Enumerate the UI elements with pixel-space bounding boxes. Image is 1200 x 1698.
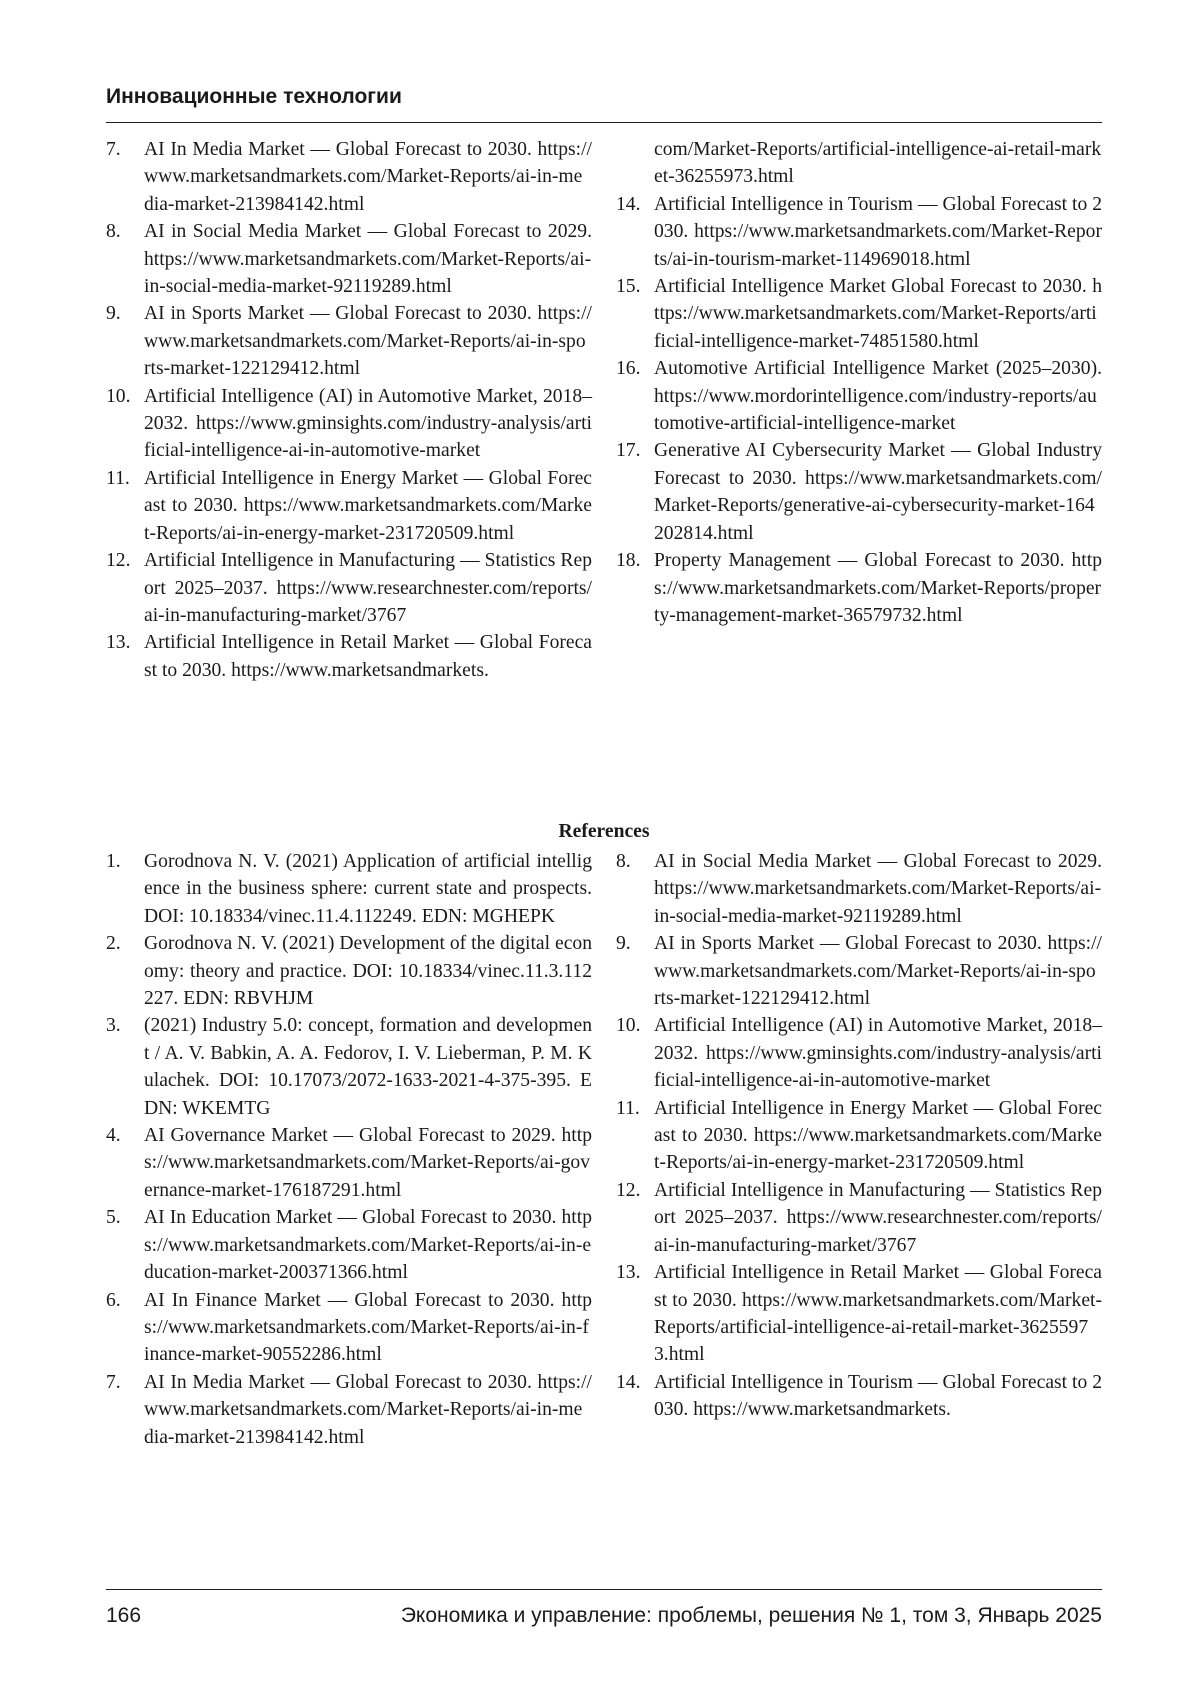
reference-text: AI In Media Market — Global Forecast to 2030. https://www.marketsandmarkets.com/Market-Reports/ai-in-media-market-213984142.html <box>144 1372 592 1448</box>
reference-item <box>616 437 1102 547</box>
top-left-column <box>106 136 592 684</box>
reference-text: AI in Sports Market — Global Forecast to 2030. https://www.marketsandmarkets.com/Market-Reports/ai-in-sports-market-122129412.html <box>144 303 592 379</box>
reference-item <box>106 629 592 684</box>
reference-text: AI In Media Market — Global Forecast to 2030. https://www.marketsandmarkets.com/Market-Reports/ai-in-media-market-213984142.html <box>144 139 592 215</box>
reference-number: 7. <box>106 136 121 163</box>
reference-text: AI In Finance Market — Global Forecast to 2030. https://www.marketsandmarkets.com/Market-Reports/ai-in-finance-market-90552286.html <box>144 1290 592 1366</box>
reference-number: 8. <box>616 848 631 875</box>
references-heading: References <box>106 818 1102 845</box>
page-number: 166 <box>106 1601 141 1631</box>
reference-text: Artificial Intelligence (AI) in Automotive Market, 2018–2032. https://www.gminsights.com/industry-analysis/artificial-intelligence-ai-in-automotive-market <box>144 386 592 462</box>
reference-number: 11. <box>616 1095 640 1122</box>
reference-item <box>616 1177 1102 1259</box>
references-columns <box>106 848 1102 1451</box>
reference-item <box>106 1204 592 1286</box>
reference-item <box>106 930 592 1012</box>
reference-item <box>106 848 592 930</box>
reference-text: Artificial Intelligence in Retail Market — Global Forecast to 2030. https://www.marketsandmarkets.com/Market-Reports/artificial-intelligence-ai-retail-market-36255973.html <box>654 1262 1102 1365</box>
reference-number: 2. <box>106 930 121 957</box>
references-right-column <box>616 848 1102 1451</box>
journal-title: Экономика и управление: проблемы, решения № 1, том 3, Январь 2025 <box>401 1601 1102 1631</box>
reference-number: 8. <box>106 218 121 245</box>
reference-number: 17. <box>616 437 641 464</box>
reference-text: Property Management — Global Forecast to 2030. https://www.marketsandmarkets.com/Market-Reports/property-management-market-36579732.html <box>654 550 1102 626</box>
reference-number: 15. <box>616 273 641 300</box>
reference-item <box>106 1369 592 1451</box>
reference-item <box>106 1287 592 1369</box>
reference-text: Artificial Intelligence in Tourism — Global Forecast to 2030. https://www.marketsandmarkets. <box>654 1372 1102 1420</box>
reference-number: 9. <box>616 930 631 957</box>
references-list-left <box>106 848 592 1451</box>
reference-item <box>106 1012 592 1122</box>
reference-number: 14. <box>616 1369 641 1396</box>
reference-item <box>106 383 592 465</box>
reference-text: Gorodnova N. V. (2021) Application of artificial intelligence in the business sphere: current state and prospects. DOI: 10.18334/vinec.11.4.112249. EDN: MGHEPK <box>144 851 592 927</box>
source-list-right <box>616 136 1102 629</box>
reference-item <box>106 218 592 300</box>
reference-number: 13. <box>106 629 131 656</box>
section-title: Инновационные технологии <box>106 82 1102 112</box>
reference-item <box>616 273 1102 355</box>
top-reference-columns <box>106 136 1102 684</box>
reference-item <box>106 1122 592 1204</box>
reference-text: Artificial Intelligence in Manufacturing — Statistics Report 2025–2037. https://www.researchnester.com/reports/ai-in-manufacturing-market/3767 <box>144 550 592 626</box>
header-rule <box>106 122 1102 123</box>
reference-text: Artificial Intelligence (AI) in Automotive Market, 2018–2032. https://www.gminsights.com/industry-analysis/artificial-intelligence-ai-in-automotive-market <box>654 1015 1102 1091</box>
reference-text: com/Market-Reports/artificial-intelligence-ai-retail-market-36255973.html <box>654 139 1101 187</box>
reference-text: Gorodnova N. V. (2021) Development of the digital economy: theory and practice. DOI: 10.18334/vinec.11.3.112227. EDN: RBVHJM <box>144 933 592 1009</box>
reference-number: 1. <box>106 848 121 875</box>
top-right-column <box>616 136 1102 684</box>
reference-number: 3. <box>106 1012 121 1039</box>
reference-item <box>616 930 1102 1012</box>
running-header <box>106 82 1102 112</box>
reference-number: 5. <box>106 1204 121 1231</box>
reference-number: 6. <box>106 1287 121 1314</box>
reference-number: 10. <box>616 1012 641 1039</box>
reference-text: Automotive Artificial Intelligence Market (2025–2030). https://www.mordorintelligence.com/industry-reports/automotive-artificial-intelligence-market <box>654 358 1102 434</box>
reference-text: AI in Sports Market — Global Forecast to 2030. https://www.marketsandmarkets.com/Market-Reports/ai-in-sports-market-122129412.html <box>654 933 1102 1009</box>
reference-number: 7. <box>106 1369 121 1396</box>
footer-rule <box>106 1589 1102 1590</box>
reference-item <box>106 547 592 629</box>
reference-number: 10. <box>106 383 131 410</box>
reference-text: AI in Social Media Market — Global Forecast to 2029. https://www.marketsandmarkets.com/Market-Reports/ai-in-social-media-market-92119289.html <box>654 851 1102 927</box>
reference-item <box>106 465 592 547</box>
references-left-column <box>106 848 592 1451</box>
reference-continuation <box>616 136 1102 191</box>
reference-item <box>106 136 592 218</box>
reference-text: Artificial Intelligence in Tourism — Global Forecast to 2030. https://www.marketsandmarkets.com/Market-Reports/ai-in-tourism-market-114969018.html <box>654 194 1102 270</box>
reference-item <box>616 191 1102 273</box>
reference-text: Generative AI Cybersecurity Market — Global Industry Forecast to 2030. https://www.marketsandmarkets.com/Market-Reports/generative-ai-cybersecurity-market-164202814.html <box>654 440 1102 543</box>
reference-number: 11. <box>106 465 130 492</box>
reference-text: Artificial Intelligence in Energy Market — Global Forecast to 2030. https://www.marketsandmarkets.com/Market-Reports/ai-in-energy-market-231720509.html <box>654 1098 1102 1174</box>
references-list-right <box>616 848 1102 1424</box>
reference-item <box>616 1012 1102 1094</box>
reference-number: 9. <box>106 300 121 327</box>
reference-text: Artificial Intelligence Market Global Forecast to 2030. https://www.marketsandmarkets.com/Market-Reports/artificial-intelligence-market-74851580.html <box>654 276 1102 352</box>
reference-item <box>616 1259 1102 1369</box>
reference-text: Artificial Intelligence in Manufacturing — Statistics Report 2025–2037. https://www.researchnester.com/reports/ai-in-manufacturing-market/3767 <box>654 1180 1102 1256</box>
reference-text: (2021) Industry 5.0: concept, formation and development / A. V. Babkin, A. A. Fedorov, I. V. Lieberman, P. M. Kulachek. DOI: 10.17073/2072-1633-2021-4-375-395. EDN: WKEMTG <box>144 1015 592 1118</box>
reference-item <box>106 300 592 382</box>
reference-number: 12. <box>616 1177 641 1204</box>
reference-item <box>616 1095 1102 1177</box>
reference-number: 13. <box>616 1259 641 1286</box>
source-list-left <box>106 136 592 684</box>
reference-item <box>616 547 1102 629</box>
reference-number: 4. <box>106 1122 121 1149</box>
reference-text: Artificial Intelligence in Retail Market — Global Forecast to 2030. https://www.marketsandmarkets. <box>144 632 592 680</box>
page-footer <box>106 1601 1102 1631</box>
reference-text: Artificial Intelligence in Energy Market — Global Forecast to 2030. https://www.marketsandmarkets.com/Market-Reports/ai-in-energy-market-231720509.html <box>144 468 592 544</box>
reference-text: AI in Social Media Market — Global Forecast to 2029. https://www.marketsandmarkets.com/Market-Reports/ai-in-social-media-market-92119289.html <box>144 221 592 297</box>
reference-item <box>616 355 1102 437</box>
reference-text: AI Governance Market — Global Forecast to 2029. https://www.marketsandmarkets.com/Market-Reports/ai-governance-market-176187291.html <box>144 1125 592 1201</box>
reference-number: 12. <box>106 547 131 574</box>
reference-item <box>616 848 1102 930</box>
reference-item <box>616 1369 1102 1424</box>
reference-number: 14. <box>616 191 641 218</box>
reference-text: AI In Education Market — Global Forecast to 2030. https://www.marketsandmarkets.com/Market-Reports/ai-in-education-market-200371366.html <box>144 1207 592 1283</box>
reference-number: 16. <box>616 355 641 382</box>
reference-number: 18. <box>616 547 641 574</box>
